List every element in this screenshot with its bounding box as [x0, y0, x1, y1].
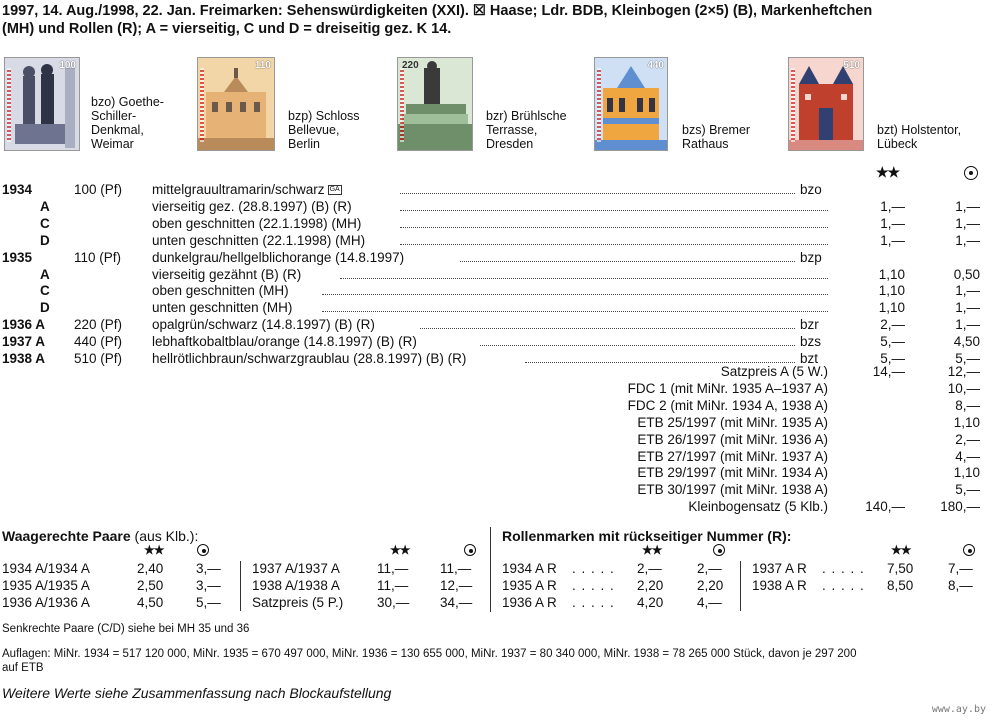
- price-used: 1,—: [955, 317, 980, 333]
- price-used: 3,—: [196, 561, 221, 576]
- price-mint: 5,—: [880, 351, 905, 366]
- summary-row: [0, 398, 1000, 414]
- face-value: 110 (Pf): [74, 249, 122, 265]
- mint-column-header: ★★: [876, 164, 900, 180]
- price-used: 0,50: [953, 266, 980, 282]
- price-used: 7,—: [948, 561, 973, 576]
- row-label: 1934 A/1934 A: [2, 561, 90, 576]
- price-mint: 11,—: [377, 578, 409, 593]
- summary-row: [0, 364, 1000, 380]
- summary-row: [0, 482, 1000, 498]
- price-mint: 2,—: [637, 561, 662, 576]
- summary-row: [0, 432, 1000, 448]
- price-used: 180,—: [940, 499, 980, 515]
- price-mint: 1,—: [880, 198, 905, 214]
- price-used: 5,—: [955, 482, 980, 498]
- price-used: 11,—: [440, 561, 472, 576]
- price-mint: 11,—: [377, 561, 409, 576]
- row-label: 1935 A R: [502, 578, 557, 593]
- leader-dots: . . . . .: [572, 561, 615, 576]
- perforation-type: A: [40, 198, 50, 214]
- row-label: 1936 A/1936 A: [2, 595, 90, 610]
- price-used: 12,—: [947, 364, 980, 379]
- price-used: 34,—: [440, 595, 473, 610]
- price-used: 2,20: [697, 578, 724, 593]
- leader-dots: [400, 193, 795, 194]
- stamp-image-holstentor: [788, 57, 864, 151]
- stamp-image-bruehl-terrace: [397, 57, 473, 151]
- price-used: 2,—: [697, 561, 722, 576]
- stamp-caption-bzr: bzr) Brühlsche Terrasse, Dresden: [486, 109, 567, 151]
- leader-dots: [400, 210, 828, 211]
- stamp-value: 510: [843, 60, 860, 71]
- price-row: [0, 595, 1000, 611]
- circle-dot-icon: [713, 544, 725, 556]
- mint-column-header: ★★: [390, 543, 410, 557]
- price-used: 1,10: [953, 465, 980, 481]
- price-row: [0, 561, 1000, 577]
- catalog-row: [0, 283, 1000, 299]
- price-mint: 2,—: [880, 317, 905, 333]
- price-used: 3,—: [196, 578, 221, 593]
- price-mint: 4,20: [637, 595, 664, 610]
- price-used: 1,—: [955, 232, 980, 248]
- stamp-description: [152, 317, 375, 333]
- row-label: Satzpreis (5 P.): [252, 595, 344, 610]
- face-value: 440 (Pf): [74, 334, 123, 350]
- perforation-type: C: [40, 283, 50, 299]
- stamp-caption-bzp: bzp) Schloss Bellevue, Berlin: [288, 109, 360, 151]
- price-mint: 2,20: [637, 578, 664, 593]
- summary-row: [0, 381, 1000, 397]
- price-used: 5,—: [955, 351, 980, 366]
- price-used: 12,—: [440, 578, 473, 593]
- circle-dot-icon: [963, 544, 975, 556]
- summary-row: [0, 415, 1000, 431]
- ga-badge: GA: [329, 186, 340, 194]
- face-value: 100 (Pf): [74, 182, 123, 197]
- stamp-description: [152, 267, 301, 283]
- pairs-title-rest: (aus Klb.):: [130, 528, 199, 544]
- circle-dot-icon: [964, 166, 978, 180]
- stamp-image-bellevue: [197, 57, 275, 151]
- stamp-art-gate: [789, 58, 863, 150]
- price-row: [0, 578, 1000, 594]
- leader-dots: . . . . .: [822, 578, 865, 593]
- stamp-image-bremen-town-hall: [594, 57, 668, 151]
- vertical-pairs-note: Senkrechte Paare (C/D) siehe bei MH 35 und 36: [2, 623, 250, 635]
- description-text: lebhaftkobaltblau/orange (14.8.1997) (B) (R): [152, 334, 417, 350]
- summary-label: ETB 29/1997 (mit MiNr. 1934 A): [637, 465, 828, 481]
- stamp-value: 440: [647, 60, 664, 71]
- row-label: 1938 A/1938 A: [252, 578, 340, 593]
- price-used: 2,—: [955, 431, 980, 447]
- image-code: bzp: [800, 249, 822, 265]
- stamp-description: [152, 250, 404, 266]
- stamp-caption-bzo: bzo) Goethe- Schiller- Denkmal, Weimar: [91, 95, 164, 151]
- price-mint: 14,—: [872, 364, 905, 379]
- catalog-row: [0, 233, 1000, 249]
- stamp-art-town-hall: [595, 58, 667, 150]
- price-mint: 1,—: [880, 232, 905, 248]
- face-value: 220 (Pf): [74, 317, 123, 333]
- price-used: 4,50: [953, 334, 980, 350]
- price-mint: 1,10: [878, 300, 905, 316]
- summary-label: ETB 26/1997 (mit MiNr. 1936 A): [637, 431, 828, 447]
- heading-line-1: 1997, 14. Aug./1998, 22. Jan. Freimarken: Sehenswürdigkeiten (XXI). ☒ Haase; Ldr. BDB, Kleinbogen (2×5) (B), Markenheftchen: [2, 3, 873, 19]
- price-used: 4,—: [955, 448, 980, 464]
- stamp-value: 220: [402, 60, 419, 71]
- price-mint: 8,50: [887, 578, 914, 593]
- summary-row: [0, 465, 1000, 481]
- perforation-type: D: [40, 232, 50, 248]
- price-mint: 4,50: [137, 595, 164, 610]
- summary-label: FDC 2 (mit MiNr. 1934 A, 1938 A): [627, 397, 828, 413]
- stamp-description: [152, 182, 342, 198]
- mint-column-header: ★★: [891, 543, 911, 557]
- stamp-art-palace: [198, 58, 274, 150]
- row-label: 1934 A R: [502, 561, 557, 576]
- stamp-caption-bzs: bzs) Bremer Rathaus: [682, 123, 751, 151]
- leader-dots: [340, 278, 828, 279]
- summary-label: Satzpreis A (5 W.): [720, 364, 828, 379]
- image-code: bzs: [800, 334, 822, 350]
- leader-dots: [400, 244, 828, 245]
- coils-title-text: Rollenmarken mit rückseitiger Nummer (R):: [502, 528, 792, 544]
- catalog-row: [0, 216, 1000, 232]
- description-text: unten geschnitten (MH): [152, 300, 293, 316]
- issue-heading: [2, 2, 992, 38]
- catalog-row: [0, 267, 1000, 283]
- summary-label: ETB 27/1997 (mit MiNr. 1937 A): [637, 448, 828, 464]
- leader-dots: [420, 328, 795, 329]
- heading-line-2: (MH) und Rollen (R); A = vierseitig, C und D = dreiseitig gez. K 14.: [2, 21, 452, 37]
- face-value: 510 (Pf): [74, 351, 123, 366]
- image-code: bzt: [800, 351, 819, 366]
- leader-dots: . . . . .: [822, 561, 865, 576]
- stamp-image-goethe-schiller: [4, 57, 80, 151]
- description-text: unten geschnitten (22.1.1998) (MH): [152, 232, 366, 248]
- catalog-row: [0, 182, 1000, 198]
- catalog-row: [0, 199, 1000, 215]
- summary-label: ETB 25/1997 (mit MiNr. 1935 A): [637, 414, 828, 430]
- catalog-row: [0, 250, 1000, 266]
- price-mint: 5,—: [880, 334, 905, 350]
- circle-dot-icon: [464, 544, 476, 556]
- catalog-number: 1938 A: [2, 351, 46, 366]
- description-text: opalgrün/schwarz (14.8.1997) (B) (R): [152, 317, 375, 333]
- image-code: bzr: [800, 317, 819, 333]
- stamp-description: [152, 300, 292, 316]
- catalog-row: [0, 300, 1000, 316]
- price-mint: 1,—: [880, 215, 905, 231]
- mint-column-header: ★★: [144, 543, 164, 557]
- circle-dot-icon: [197, 544, 209, 556]
- price-used: 4,—: [697, 595, 722, 610]
- description-text: hellrötlichbraun/schwarzgraublau (28.8.1997) (B) (R): [152, 351, 467, 366]
- description-text: oben geschnitten (22.1.1998) (MH): [152, 215, 362, 231]
- description-text: vierseitig gezähnt (B) (R): [152, 266, 302, 282]
- print-run-note-line-1: Auflagen: MiNr. 1934 = 517 120 000, MiNr. 1935 = 670 497 000, MiNr. 1936 = 130 655 000, MiNr. 1937 = 80 340 000, MiNr. 1938 = 78 265 000 Stück, davon je 297 200: [2, 648, 857, 660]
- stamp-value: 110: [254, 60, 271, 71]
- stamp-art-monument: [5, 58, 79, 150]
- row-label: 1938 A R: [752, 578, 807, 593]
- perforation-type: D: [40, 300, 50, 316]
- price-used: 1,—: [955, 215, 980, 231]
- stamp-description: [152, 233, 365, 249]
- price-used: 5,—: [196, 595, 221, 610]
- leader-dots: [322, 311, 828, 312]
- leader-dots: . . . . .: [572, 578, 615, 593]
- stamp-description: [152, 334, 417, 350]
- leader-dots: [525, 362, 795, 363]
- catalog-row: [0, 317, 1000, 333]
- stamp-caption-bzt: bzt) Holstentor, Lübeck: [877, 123, 962, 151]
- stamp-description: [152, 216, 361, 232]
- catalog-number: 1937 A: [2, 334, 46, 350]
- summary-label: FDC 1 (mit MiNr. 1935 A–1937 A): [627, 380, 828, 396]
- price-mint: 140,—: [865, 499, 905, 515]
- price-used: 8,—: [955, 397, 980, 413]
- leader-dots: [400, 227, 828, 228]
- leader-dots: . . . . .: [572, 595, 615, 610]
- row-label: 1936 A R: [502, 595, 557, 610]
- stamp-value: 100: [59, 60, 76, 71]
- price-used: 1,10: [953, 414, 980, 430]
- summary-row: [0, 449, 1000, 465]
- catalog-number: 1934: [2, 182, 33, 197]
- leader-dots: [322, 294, 828, 295]
- description-text: oben geschnitten (MH): [152, 283, 289, 299]
- row-label: 1937 A R: [752, 561, 807, 576]
- row-label: 1935 A/1935 A: [2, 578, 90, 593]
- price-mint: 30,—: [377, 595, 410, 610]
- price-used: 10,—: [947, 380, 980, 396]
- price-used: 8,—: [948, 578, 973, 593]
- description-text: mittelgrauultramarin/schwarz: [152, 182, 325, 197]
- stamp-description: [152, 283, 289, 299]
- price-used: 1,—: [955, 300, 980, 316]
- watermark: www.ay.by: [931, 704, 986, 715]
- summary-label: ETB 30/1997 (mit MiNr. 1938 A): [637, 482, 828, 498]
- summary-label: Kleinbogensatz (5 Klb.): [688, 499, 828, 515]
- image-code: bzo: [800, 182, 822, 197]
- mint-column-header: ★★: [642, 543, 662, 557]
- catalog-number: 1936 A: [2, 317, 46, 333]
- stamp-description: [152, 199, 352, 215]
- price-used: 1,—: [955, 283, 980, 299]
- description-text: vierseitig gez. (28.8.1997) (B) (R): [152, 198, 352, 214]
- description-text: dunkelgrau/hellgelblichorange (14.8.1997): [152, 249, 405, 265]
- price-mint: 1,10: [878, 266, 905, 282]
- perforation-type: C: [40, 215, 50, 231]
- catalog-number: 1935: [2, 249, 33, 265]
- catalog-row: [0, 334, 1000, 350]
- leader-dots: [480, 345, 795, 346]
- row-label: 1937 A/1937 A: [252, 561, 340, 576]
- stamp-art-terrace: [398, 58, 472, 150]
- summary-row: [0, 499, 1000, 515]
- price-mint: 2,50: [137, 578, 164, 593]
- pairs-title: [2, 527, 198, 545]
- price-mint: 7,50: [887, 561, 914, 576]
- price-mint: 1,10: [878, 283, 905, 299]
- price-used: 1,—: [955, 198, 980, 214]
- print-run-note-line-2: auf ETB: [2, 662, 44, 674]
- pairs-title-bold: Waagerechte Paare: [2, 528, 131, 544]
- perforation-type: A: [40, 266, 50, 282]
- price-mint: 2,40: [137, 561, 164, 576]
- footer-note: Weitere Werte siehe Zusammenfassung nach Blockaufstellung: [2, 685, 392, 701]
- leader-dots: [460, 261, 795, 262]
